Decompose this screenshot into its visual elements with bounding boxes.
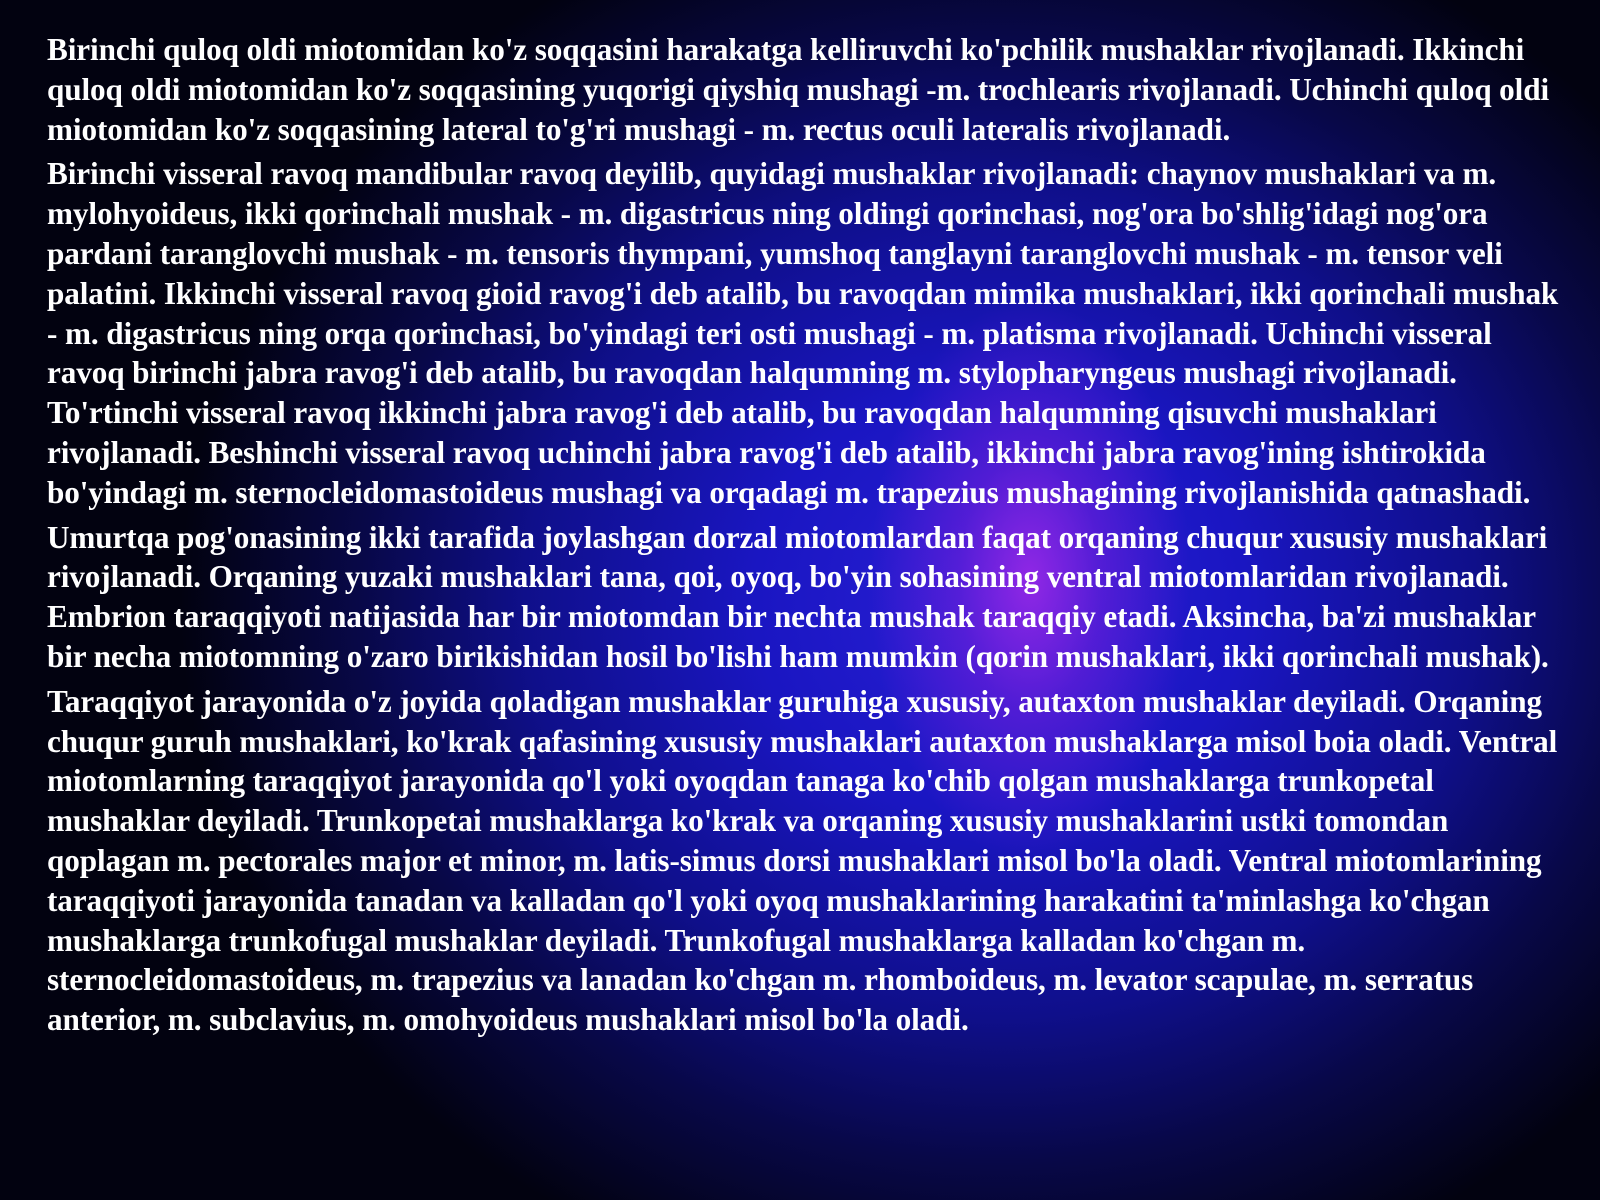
paragraph-muscle-groups: Taraqqiyot jarayonida o'z joyida qoladigan mushaklar guruhiga xususiy, autaxton mushaklar deyiladi. Orqaning chuqur guruh mushaklari, ko'krak qafasining xususiy mushaklari autaxton mushaklarga misol boia oladi. Ventral miotomlarning taraqqiyot jarayonida qo'l yoki oyoqdan tanaga ko'chib qolgan mushaklarga trunkopetal mushaklar deyiladi. Trunkopetai mushaklarga ko'krak va orqaning xususiy mushaklarini ustki tomondan qoplagan m. pectorales major et minor, m. latis-simus dorsi mushaklari misol bo'la oladi. Ventral miotomlarining taraqqiyoti jarayonida tanadan va kalladan qo'l yoki oyoq mushaklarining harakatini ta'minlashga ko'chgan mushaklarga trunkofugal mushaklar deyiladi. Trunkofugal mushaklarga kalladan ko'chgan m. sternocleidomastoideus, m. trapezius va lanadan ko'chgan m. rhomboideus, m. levator scapulae, m. serratus anterior, m. subclavius, m. omohyoideus mushaklari misol bo'la oladi. [47, 683, 1558, 1038]
paragraph-dorsal-miotomes: Umurtqa pog'onasining ikki tarafida joylashgan dorzal miotomlardan faqat orqaning chuqur xususiy mushaklari rivojlanadi. Orqaning yuzaki mushaklari tana, qoi, oyoq, bo'yin sohasining ventral miotomlaridan rivojlanadi. Embrion taraqqiyoti natijasida har bir miotomdan bir nechta mushak taraqqiy etadi. Aksincha, ba'zi mushaklar bir necha miotomning o'zaro birikishidan hosil bo'lishi ham mumkin (qorin mushaklari, ikki qorinchali mushak). [47, 519, 1549, 674]
paragraph-cranial-miotomes: Birinchi quloq oldi miotomidan ko'z soqqasini harakatga kelliruvchi ko'pchilik mushaklar rivojlanadi. Ikkinchi quloq oldi miotomidan ko'z soqqasining yuqorigi qiyshiq mushagi -m. trochlearis rivojlanadi. Uchinchi quloq oldi miotomidan ko'z soqqasining lateral to'g'ri mushagi - m. rectus oculi lateralis rivojlanadi. [47, 32, 1550, 147]
slide-content [47, 30, 1567, 1200]
paragraph-visceral-arches: Birinchi visseral ravoq mandibular ravoq deyilib, quyidagi mushaklar rivojlanadi: chaynov mushaklari va m. mylohyoideus, ikki qorinchali mushak - m. digastricus ning oldingi qorinchasi, nog'ora bo'shlig'idagi nog'ora pardani taranglovchi mushak - m. tensoris thympani, yumshoq tanglayni taranglovchi mushak - m. tensor veli palatini. Ikkinchi visseral ravoq gioid ravog'i deb atalib, bu ravoqdan mimika mushaklari, ikki qorinchali mushak - m. digastricus ning orqa qorinchasi, bo'yindagi teri osti mushagi - m. platisma rivojlanadi. Uchinchi visseral ravoq birinchi jabra ravog'i deb atalib, bu ravoqdan halqumning m. stylopharyngeus mushagi rivojlanadi. To'rtinchi visseral ravoq ikkinchi jabra ravog'i deb atalib, bu ravoqdan halqumning qisuvchi mushaklari rivojlanadi. Beshinchi visseral ravoq uchinchi jabra ravog'i deb atalib, ikkinchi jabra ravog'ining ishtirokida bo'yindagi m. sternocleidomastoideus mushagi va orqadagi m. trapezius mushagining rivojlanishida qatnashadi. [47, 156, 1559, 510]
